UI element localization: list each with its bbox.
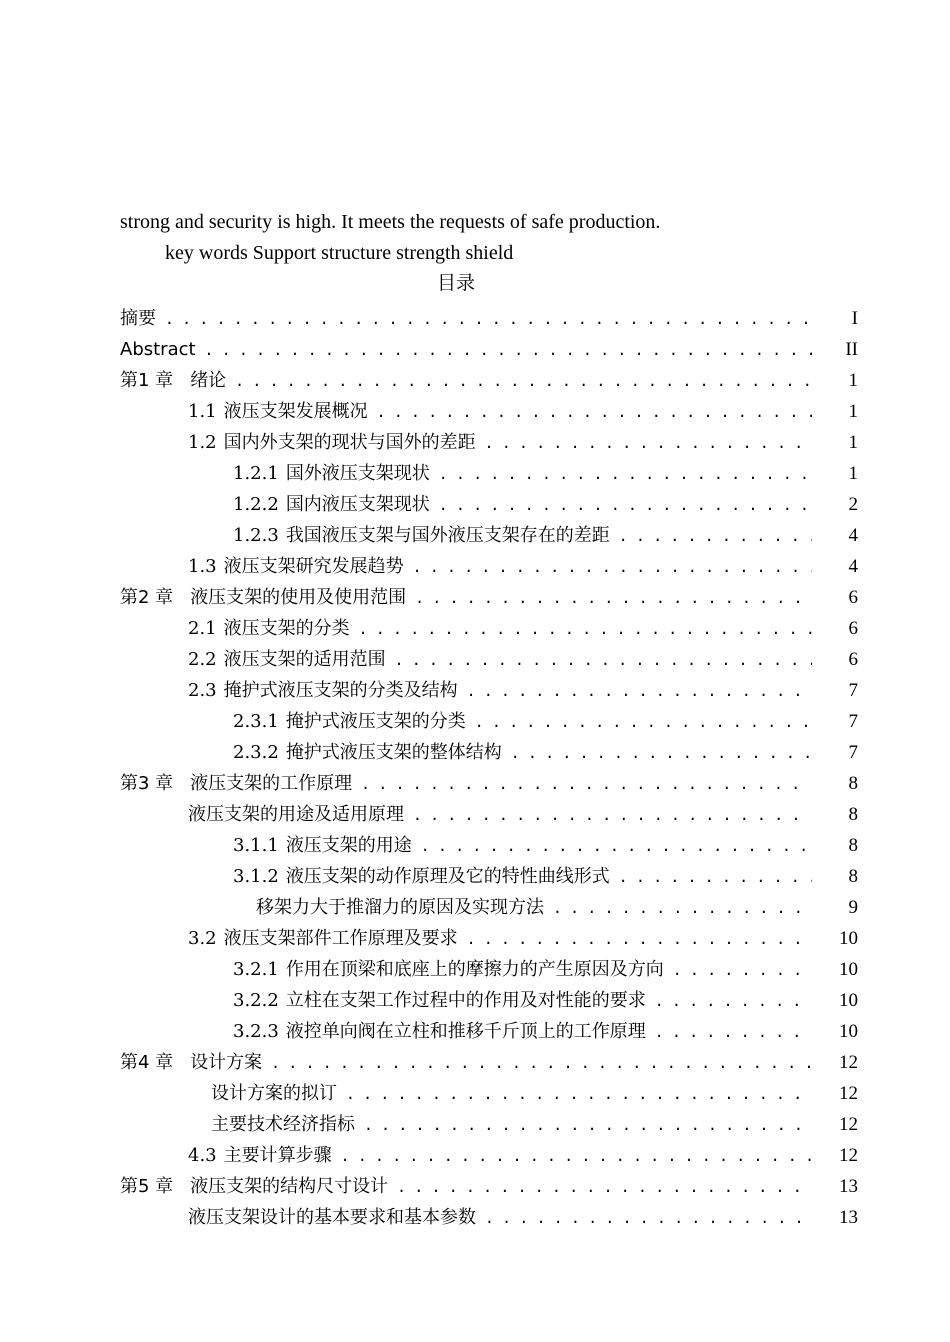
toc-entry-title: 液压支架的分类 xyxy=(223,618,350,639)
toc-entry-number: 4.3 xyxy=(188,1145,217,1166)
toc-entry[interactable] xyxy=(0,644,950,675)
toc-entry-label xyxy=(188,427,812,460)
toc-entry-title: 掩护式液压支架的整体结构 xyxy=(285,742,502,763)
toc-entry-label xyxy=(211,1078,812,1111)
toc-entry[interactable] xyxy=(0,365,950,396)
toc-entry-page: 7 xyxy=(848,742,858,763)
toc-entry[interactable] xyxy=(0,923,950,954)
toc-entry[interactable] xyxy=(0,985,950,1016)
toc-entry-label xyxy=(120,1047,812,1080)
toc-entry-page: 12 xyxy=(839,1083,858,1104)
toc-entry-title: 液压支架的动作原理及它的特性曲线形式 xyxy=(285,866,610,887)
toc-entry[interactable] xyxy=(0,520,950,551)
toc-entry-label xyxy=(256,892,812,925)
toc-entry-title: 我国液压支架与国外液压支架存在的差距 xyxy=(285,525,610,546)
toc-entry[interactable] xyxy=(0,1047,950,1078)
toc-entry-title: 液压支架的工作原理 xyxy=(190,773,353,794)
toc-entry-label xyxy=(233,1016,812,1049)
toc-entry-label xyxy=(188,923,812,956)
toc-entry-number: 第3 章 xyxy=(120,773,174,794)
toc-entry-number: 3.1.2 xyxy=(233,866,279,887)
toc-entry-page: 2 xyxy=(848,494,858,515)
toc-entry-label xyxy=(233,489,812,522)
toc-entry-label xyxy=(120,365,812,398)
toc-entry[interactable] xyxy=(0,582,950,613)
toc-entry-page: 1 xyxy=(848,463,858,484)
toc-entry-label xyxy=(188,799,812,832)
toc-entry-label xyxy=(233,458,812,491)
toc-entry-page: 12 xyxy=(839,1114,858,1135)
toc-entry[interactable] xyxy=(0,303,950,334)
toc-entry[interactable] xyxy=(0,706,950,737)
toc-entry-number: 2.1 xyxy=(188,618,217,639)
toc-entry-number: 1.2.1 xyxy=(233,463,279,484)
toc-entry[interactable] xyxy=(0,489,950,520)
toc-entry-page: 12 xyxy=(839,1052,858,1073)
toc-entry[interactable] xyxy=(0,334,950,365)
toc-entry-title: 主要技术经济指标 xyxy=(211,1114,355,1135)
abstract-text-line: strong and security is high. It meets the requests of safe production. xyxy=(120,211,661,233)
keywords-line: key words Support structure strength shield xyxy=(165,242,514,264)
toc-entry-page: 10 xyxy=(839,959,858,980)
toc-entry-number: 第1 章 xyxy=(120,370,174,391)
toc-entry-title: 设计方案 xyxy=(190,1052,263,1073)
toc-entry[interactable] xyxy=(0,396,950,427)
toc-entry-number: 1.3 xyxy=(188,556,217,577)
toc-entry-number: 3.2.3 xyxy=(233,1021,279,1042)
toc-entry-label xyxy=(188,1140,812,1173)
toc-title: 目录 xyxy=(436,272,475,294)
toc-entry[interactable] xyxy=(0,1171,950,1202)
toc-entry-number: 2.2 xyxy=(188,649,217,670)
toc-entry-number: 1.2 xyxy=(188,432,217,453)
toc-entry-page: 7 xyxy=(848,711,858,732)
toc-entry-title: 绪论 xyxy=(190,370,227,391)
toc-entry-number: 3.2.2 xyxy=(233,990,279,1011)
toc-entry-label xyxy=(188,1202,812,1235)
toc-entry[interactable] xyxy=(0,737,950,768)
toc-entry-page: 6 xyxy=(848,649,858,670)
toc-entry-label xyxy=(188,551,812,584)
toc-entry-page: I xyxy=(851,308,858,329)
toc-entry[interactable] xyxy=(0,458,950,489)
toc-entry-number: 1.2.3 xyxy=(233,525,279,546)
toc-entry[interactable] xyxy=(0,551,950,582)
toc-entry-page: 8 xyxy=(848,835,858,856)
toc-entry-label xyxy=(188,644,812,677)
toc-entry-label xyxy=(233,861,812,894)
toc-entry[interactable] xyxy=(0,675,950,706)
toc-entry-title: 液压支架设计的基本要求和基本参数 xyxy=(188,1207,476,1228)
toc-entry-title: 掩护式液压支架的分类及结构 xyxy=(223,680,458,701)
toc-entry-number: 第2 章 xyxy=(120,587,174,608)
toc-entry-label xyxy=(233,830,812,863)
toc-entry-title: 液压支架的结构尺寸设计 xyxy=(190,1176,389,1197)
toc-entry-page: 10 xyxy=(839,990,858,1011)
toc-entry[interactable] xyxy=(0,892,950,923)
toc-entry-label xyxy=(188,675,812,708)
toc-entry-title: 液压支架研究发展趋势 xyxy=(223,556,404,577)
toc-entry-page: 12 xyxy=(839,1145,858,1166)
toc-entry-title: 液控单向阀在立柱和推移千斤顶上的工作原理 xyxy=(285,1021,646,1042)
toc-entry-number: 1.2.2 xyxy=(233,494,279,515)
toc-entry-label xyxy=(188,396,812,429)
toc-entry-title: 移架力大于推溜力的原因及实现方法 xyxy=(256,897,544,918)
toc-entry[interactable] xyxy=(0,613,950,644)
toc-entry-page: 4 xyxy=(848,556,858,577)
toc-entry-page: 8 xyxy=(848,866,858,887)
toc-entry-page: II xyxy=(845,339,858,360)
toc-entry-label xyxy=(233,954,812,987)
table-of-contents xyxy=(0,303,950,1233)
toc-entry-title: 液压支架的用途 xyxy=(285,835,412,856)
toc-entry[interactable] xyxy=(0,1078,950,1109)
toc-entry-number: 第5 章 xyxy=(120,1176,174,1197)
toc-entry-title: 主要计算步骤 xyxy=(223,1145,332,1166)
toc-entry-page: 9 xyxy=(848,897,858,918)
toc-entry-title: 液压支架发展概况 xyxy=(223,401,368,422)
toc-entry-page: 13 xyxy=(839,1207,858,1228)
toc-entry-page: 1 xyxy=(848,370,858,391)
toc-entry-title: 国内液压支架现状 xyxy=(285,494,430,515)
toc-entry[interactable] xyxy=(0,768,950,799)
toc-entry-page: 13 xyxy=(839,1176,858,1197)
toc-entry-number: 2.3 xyxy=(188,680,217,701)
toc-entry-page: 1 xyxy=(848,432,858,453)
toc-entry-label xyxy=(233,520,812,553)
toc-entry-number: 3.2.1 xyxy=(233,959,279,980)
toc-entry-title: 摘要 xyxy=(120,308,156,329)
toc-entry-label xyxy=(211,1109,812,1142)
toc-entry-page: 8 xyxy=(848,804,858,825)
toc-entry-page: 6 xyxy=(848,618,858,639)
toc-entry-page: 4 xyxy=(848,525,858,546)
toc-entry-label xyxy=(120,768,812,801)
toc-entry-page: 7 xyxy=(848,680,858,701)
toc-entry-title: 设计方案的拟订 xyxy=(211,1083,337,1104)
toc-entry[interactable] xyxy=(0,427,950,458)
toc-entry[interactable] xyxy=(0,954,950,985)
toc-entry-title: 立柱在支架工作过程中的作用及对性能的要求 xyxy=(285,990,646,1011)
toc-entry-number: 2.3.1 xyxy=(233,711,279,732)
toc-entry-number: 2.3.2 xyxy=(233,742,279,763)
toc-entry-page: 6 xyxy=(848,587,858,608)
toc-entry-title: Abstract xyxy=(120,339,196,360)
toc-entry-title: 作用在顶梁和底座上的摩擦力的产生原因及方向 xyxy=(285,959,664,980)
toc-entry-label xyxy=(188,613,812,646)
toc-entry[interactable] xyxy=(0,1016,950,1047)
toc-entry-title: 国内外支架的现状与国外的差距 xyxy=(223,432,476,453)
toc-entry-title: 掩护式液压支架的分类 xyxy=(285,711,466,732)
toc-entry-page: 10 xyxy=(839,928,858,949)
toc-entry-title: 液压支架部件工作原理及要求 xyxy=(223,928,458,949)
toc-entry-number: 第4 章 xyxy=(120,1052,174,1073)
toc-entry[interactable] xyxy=(0,1109,950,1140)
toc-entry[interactable] xyxy=(0,830,950,861)
toc-entry[interactable] xyxy=(0,1140,950,1171)
toc-entry-label xyxy=(233,737,812,770)
toc-entry-title: 液压支架的用途及适用原理 xyxy=(188,804,404,825)
toc-entry-title: 国外液压支架现状 xyxy=(285,463,430,484)
toc-entry[interactable] xyxy=(0,861,950,892)
toc-entry-page: 1 xyxy=(848,401,858,422)
toc-entry-page: 8 xyxy=(848,773,858,794)
toc-entry-label xyxy=(233,985,812,1018)
toc-entry-label xyxy=(120,1171,812,1204)
toc-entry[interactable] xyxy=(0,1202,950,1233)
toc-entry-label xyxy=(120,303,812,336)
toc-entry-page: 10 xyxy=(839,1021,858,1042)
toc-entry-number: 1.1 xyxy=(188,401,217,422)
toc-entry-label xyxy=(233,706,812,739)
toc-entry[interactable] xyxy=(0,799,950,830)
toc-entry-number: 3.2 xyxy=(188,928,217,949)
toc-entry-title: 液压支架的使用及使用范围 xyxy=(190,587,407,608)
toc-entry-number: 3.1.1 xyxy=(233,835,279,856)
toc-entry-label xyxy=(120,582,812,615)
toc-entry-label xyxy=(120,334,812,367)
toc-entry-title: 液压支架的适用范围 xyxy=(223,649,386,670)
